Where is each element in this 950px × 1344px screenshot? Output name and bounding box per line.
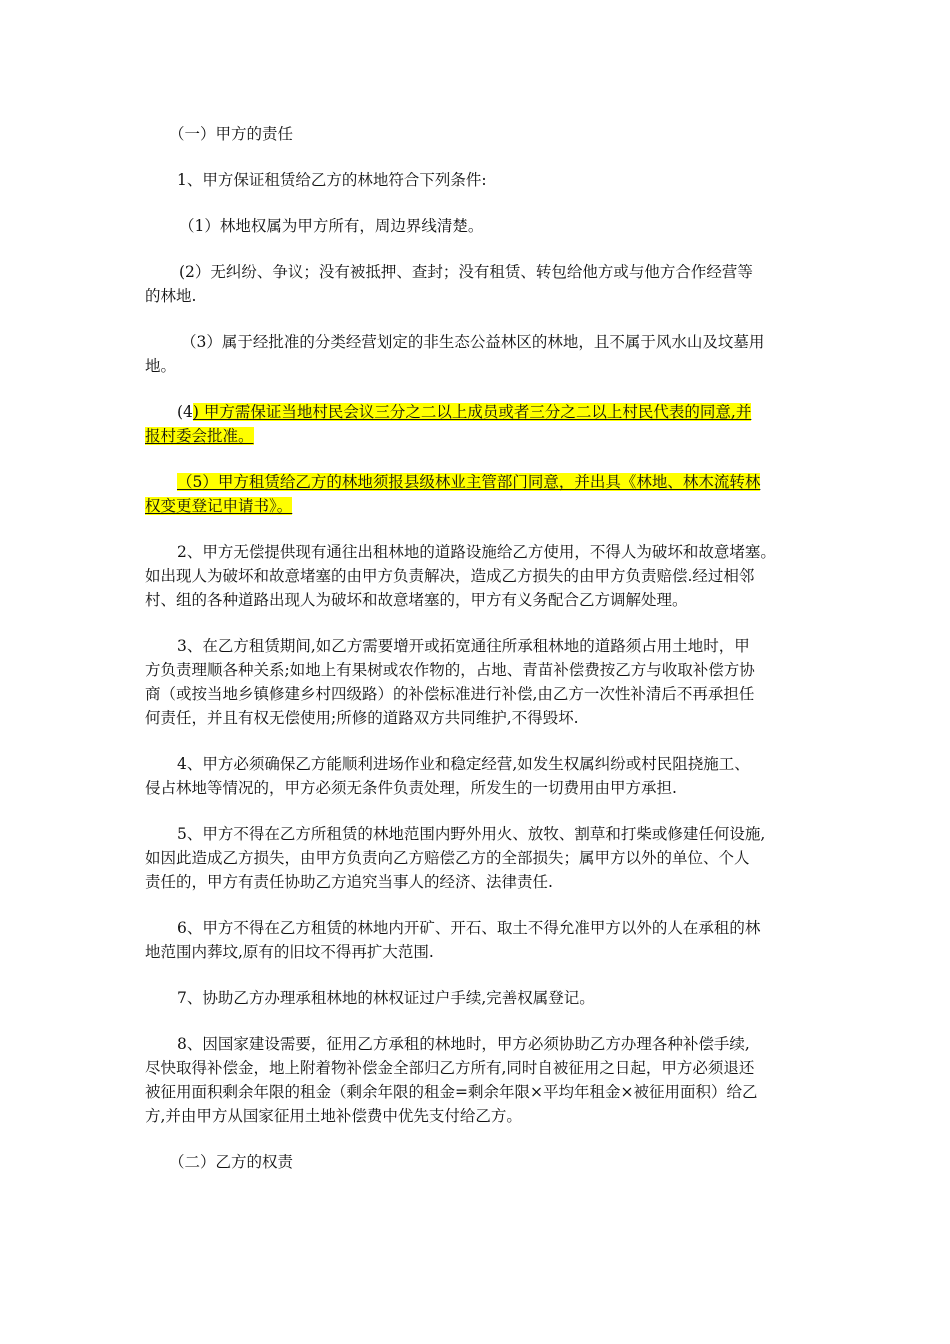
clause-7: 7、协助乙方办理承租林地的林权证过户手续,完善权属登记。 [177,989,595,1007]
section-heading-party-b: （二）乙方的权责 [169,1153,294,1171]
document-body [145,122,825,1174]
clause-1-item-3: （3）属于经批准的分类经营划定的非生态公益林区的林地，且不属于风水山及坟墓用 地。 [145,333,765,375]
clause-3: 3、在乙方租赁期间,如乙方需要增开或拓宽通往所承租林地的道路须占用土地时，甲 方负责理顺各种关系;如地上有果树或农作物的，占地、青苗补偿费按乙方与收取补偿方协 商（或按当地乡镇修建乡村四级路）的补偿标准进行补偿,由乙方一次性补清后不再承担任 何责任，并且有权无偿使用;所修的道路双方共同维护,不得毁坏. [145,637,755,727]
clause-8: 8、因国家建设需要，征用乙方承租的林地时，甲方必须协助乙方办理各种补偿手续, 尽快取得补偿金，地上附着物补偿金全部归乙方所有,同时自被征用之日起，甲方必须退还 被征用面积剩余年限的租金（剩余年限的租金=剩余年限×平均年租金×被征用面积）给乙 方,并由甲方从国家征用土地补偿费中优先支付给乙方。 [145,1035,758,1125]
highlight-mark: 权变更登记申请书》。 [145,497,293,515]
clause-1-item-4-highlighted: (4) 甲方需保证当地村民会议三分之二以上成员或者三分之二以上村民代表的同意,并 报村委会批准。 [145,403,752,445]
clause-1: 1、甲方保证租赁给乙方的林地符合下列条件: [177,171,487,189]
clause-5: 5、甲方不得在乙方所租赁的林地范围内野外用火、放牧、割草和打柴或修建任何设施, 如因此造成乙方损失，由甲方负责向乙方赔偿乙方的全部损失；属甲方以外的单位、个人 责任的，甲方有责任协助乙方追究当事人的经济、法律责任. [145,825,766,891]
highlight-mark: ) 甲方需保证当地村民会议三分之二以上成员或者三分之二以上村民代表的同意,并 [192,403,752,421]
highlight-mark: （5）甲方租赁给乙方的林地须报县级林业主管部门同意，并出具《林地、林木流转林 [177,473,761,491]
clause-1-item-1: （1）林地权属为甲方所有，周边界线清楚。 [179,217,484,235]
highlight-mark: 报村委会批准。 [145,427,254,445]
clause-6: 6、甲方不得在乙方租赁的林地内开矿、开石、取土不得允准甲方以外的人在承租的林 地范围内葬坟,原有的旧坟不得再扩大范围. [145,919,761,961]
clause-4: 4、甲方必须确保乙方能顺利进场作业和稳定经营,如发生权属纠纷或村民阻挠施工、 侵占林地等情况的，甲方必须无条件负责处理，所发生的一切费用由甲方承担. [145,755,750,797]
section-heading-party-a: （一）甲方的责任 [169,125,294,143]
clause-1-item-5-highlighted [145,470,825,518]
clause-2: 2、甲方无偿提供现有通往出租林地的道路设施给乙方使用，不得人为破坏和故意堵塞。 如出现人为破坏和故意堵塞的由甲方负责解决，造成乙方损失的由甲方负责赔偿.经过相邻 村、组的各种道路出现人为破坏和故意堵塞的，甲方有义务配合乙方调解处理。 [145,543,776,609]
clause-1-item-2: (2）无纠纷、争议；没有被抵押、查封；没有租赁、转包给他方或与他方合作经营等 的林地. [145,263,753,305]
